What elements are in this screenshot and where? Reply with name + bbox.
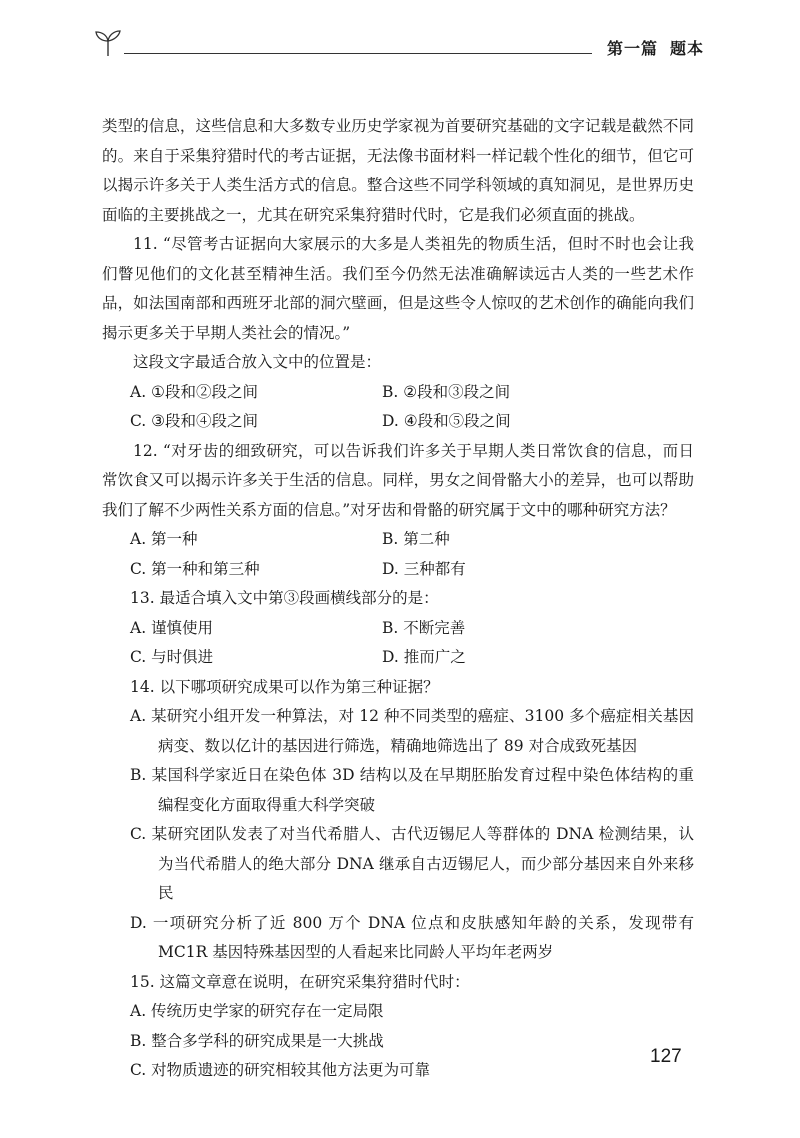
option-a: A. 某研究小组开发一种算法，对 12 种不同类型的癌症、3100 多个癌症相关基因病变、数以亿计的基因进行筛选，精确地筛选出了 89 对合成致死基因	[130, 707, 694, 755]
option-d: D. 一项研究分析了近 800 万个 DNA 位点和皮肤感知年龄的关系，发现带有 MC1R 基因特殊基因型的人看起来比同龄人平均年老两岁	[130, 913, 694, 961]
option-row	[102, 555, 694, 585]
option-b: B. 整合多学科的研究成果是一大挑战	[130, 1031, 384, 1050]
option-row	[102, 525, 694, 555]
option-row	[102, 378, 694, 408]
intro-paragraph: 类型的信息，这些信息和大多数专业历史学家视为首要研究基础的文字记载是截然不同的。来自于采集狩猎时代的考古证据，无法像书面材料一样记载个性化的细节，但它可以揭示许多关于人类生活方式的信息。整合这些不同学科领域的真知洞见，是世界历史面临的主要挑战之一，尤其在研究采集狩猎时代时，它是我们必须直面的挑战。	[102, 117, 694, 224]
question-11	[102, 230, 694, 437]
option-d: D. 三种都有	[382, 559, 466, 578]
option-row	[102, 614, 694, 644]
question-prompt: 这段文字最适合放入文中的位置是：	[133, 353, 382, 371]
part-label: 第一篇	[606, 39, 658, 58]
option-b: B. 不断完善	[382, 618, 466, 637]
question-stem: 11. “尽管考古证据向大家展示的大多是人类祖先的物质生活，但时不时也会让我们瞥见他们的文化甚至精神生活。我们至今仍然无法准确解读远古人类的一些艺术作品，如法国南部和西班牙北部的洞穴壁画，但是这些令人惊叹的艺术创作的确能向我们揭示更多关于早期人类社会的情况。”	[102, 235, 694, 342]
option-a: A. 谨慎使用	[130, 618, 214, 637]
option-row	[102, 643, 694, 673]
option-c: C. 与时俱进	[130, 648, 214, 666]
option-row	[102, 407, 694, 437]
sprout-icon	[94, 28, 122, 58]
option-b: B. 某国科学家近日在染色体 3D 结构以及在早期胚胎发育过程中染色体结构的重编程变化方面取得重大科学突破	[130, 766, 694, 814]
option-c: C. ③段和④段之间	[130, 412, 259, 430]
question-13	[102, 584, 694, 673]
question-stem: 12. “对牙齿的细致研究，可以告诉我们许多关于早期人类日常饮食的信息，而日常饮食又可以揭示许多关于生活的信息。同样，男女之间骨骼大小的差异，也可以帮助我们了解不少两性关系方面的信息。”对牙齿和骨骼的研究属于文中的哪种研究方法？	[102, 441, 694, 519]
option-a: A. 传统历史学家的研究存在一定局限	[130, 1002, 384, 1020]
option-b: B. ②段和③段之间	[382, 382, 511, 401]
option-d: D. 推而广之	[382, 648, 466, 666]
option-c: C. 某研究团队发表了对当代希腊人、古代迈锡尼人等群体的 DNA 检测结果，认为当代希腊人的绝大部分 DNA 继承自古迈锡尼人，而少部分基因来自外来移民	[130, 825, 694, 902]
question-stem: 13. 最适合填入文中第③段画横线部分的是：	[130, 589, 439, 607]
section-title	[607, 36, 704, 59]
option-c: C. 对物质遗迹的研究相较其他方法更为可靠	[130, 1061, 431, 1079]
option-d: D. ④段和⑤段之间	[382, 412, 511, 430]
section-label: 题本	[669, 39, 704, 58]
option-a: A. 第一种	[130, 530, 198, 548]
page-number: 127	[650, 1046, 682, 1067]
question-12	[102, 437, 694, 585]
page-header	[94, 26, 704, 66]
header-rule	[124, 53, 592, 54]
question-14	[102, 673, 694, 968]
question-stem: 15. 这篇文章意在说明，在研究采集狩猎时代时：	[130, 972, 470, 991]
page-content	[102, 112, 694, 1086]
question-15	[102, 968, 694, 1086]
question-stem: 14. 以下哪项研究成果可以作为第三种证据？	[130, 677, 439, 696]
option-b: B. 第二种	[382, 530, 450, 548]
option-a: A. ①段和②段之间	[130, 382, 258, 401]
option-c: C. 第一种和第三种	[130, 559, 260, 578]
